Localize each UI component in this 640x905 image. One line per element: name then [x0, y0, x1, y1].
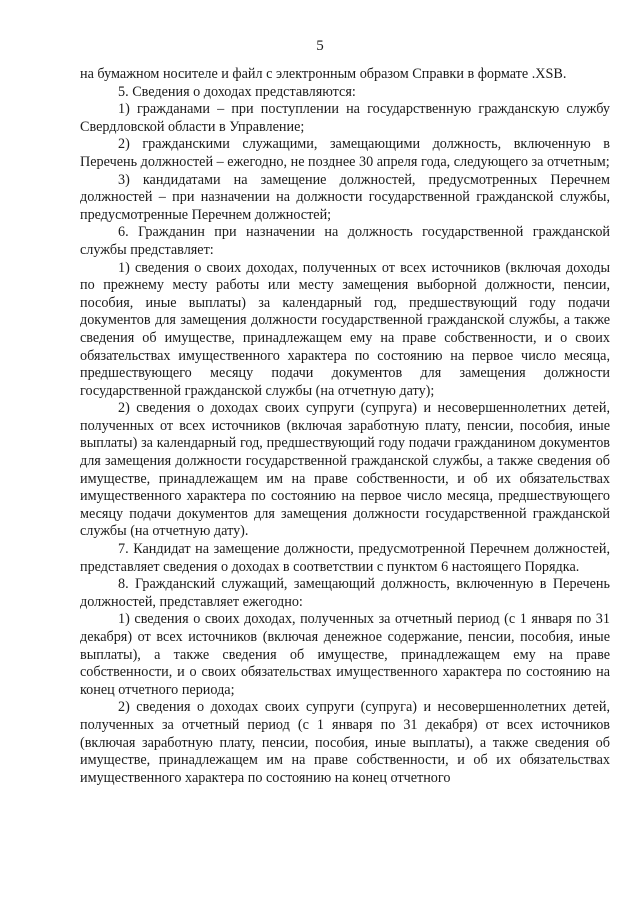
paragraph-item-8: 8. Гражданский служащий, замещающий должность, включенную в Перечень должностей, представляет ежегодно: [80, 576, 610, 610]
document-body [80, 66, 610, 787]
paragraph-item-6-2: 2) сведения о доходах своих супруги (супруга) и несовершеннолетних детей, полученных от всех источников (включая заработную плату, пенсии, пособия, иные выплаты) за календарный год, предшествующий году подачи гражданином документов для замещения должности государственной гражданской службы, а также сведения об имуществе, принадлежащем им на праве собственности, и об их обязательствах имущественного характера по состоянию на первое число месяца, предшествующего месяцу подачи документов для замещения должности государственной гражданской службы (на отчетную дату). [80, 400, 610, 540]
paragraph-item-6-1: 1) сведения о своих доходах, полученных от всех источников (включая доходы по прежнему месту работы или месту замещения выборной должности, пенсии, пособия, иные выплаты) за календарный год, предшествующий году подачи документов для замещения должности государственной гражданской службы, а также сведения об имуществе, принадлежащем ему на праве собственности, и о своих обязательствах имущественного характера по состоянию на первое число месяца, предшествующего месяцу подачи документов для замещения должности государственной гражданской службы (на отчетную дату); [80, 259, 610, 399]
paragraph-item-7: 7. Кандидат на замещение должности, предусмотренной Перечнем должностей, представляет сведения о доходах в соответствии с пунктом 6 настоящего Порядка. [80, 541, 610, 575]
paragraph-item-6: 6. Гражданин при назначении на должность государственной гражданской службы представляет: [80, 224, 610, 258]
paragraph-item-5-3: 3) кандидатами на замещение должностей, предусмотренных Перечнем должностей – при назначении на должности государственной гражданской службы, предусмотренные Перечнем должностей; [80, 171, 610, 223]
paragraph-item-5-1: 1) гражданами – при поступлении на государственную гражданскую службу Свердловской области в Управление; [80, 101, 610, 135]
paragraph-item-5: 5. Сведения о доходах представляются: [118, 83, 356, 100]
paragraph-item-8-2: 2) сведения о доходах своих супруги (супруга) и несовершеннолетних детей, полученных за отчетный период (с 1 января по 31 декабря) от всех источников (включая заработную плату, пенсии, пособия, иные выплаты), а также сведения об имуществе, принадлежащем им на праве собственности, и об их обязательствах имущественного характера по состоянию на конец отчетного [80, 699, 610, 786]
paragraph-item-8-1: 1) сведения о своих доходах, полученных за отчетный период (с 1 января по 31 декабря) от всех источников (включая денежное содержание, пенсии, пособия, иные выплаты), а также сведения об имуществе, принадлежащем ему на праве собственности, и о своих обязательствах имущественного характера по состоянию на конец отчетного периода; [80, 611, 610, 698]
paragraph-continuation: на бумажном носителе и файл с электронным образом Справки в формате .XSB. [80, 66, 567, 82]
paragraph-item-5-2: 2) гражданскими служащими, замещающими должность, включенную в Перечень должностей – ежегодно, не позднее 30 апреля года, следующего за отчетным; [80, 136, 610, 170]
page-number: 5 [316, 38, 324, 54]
